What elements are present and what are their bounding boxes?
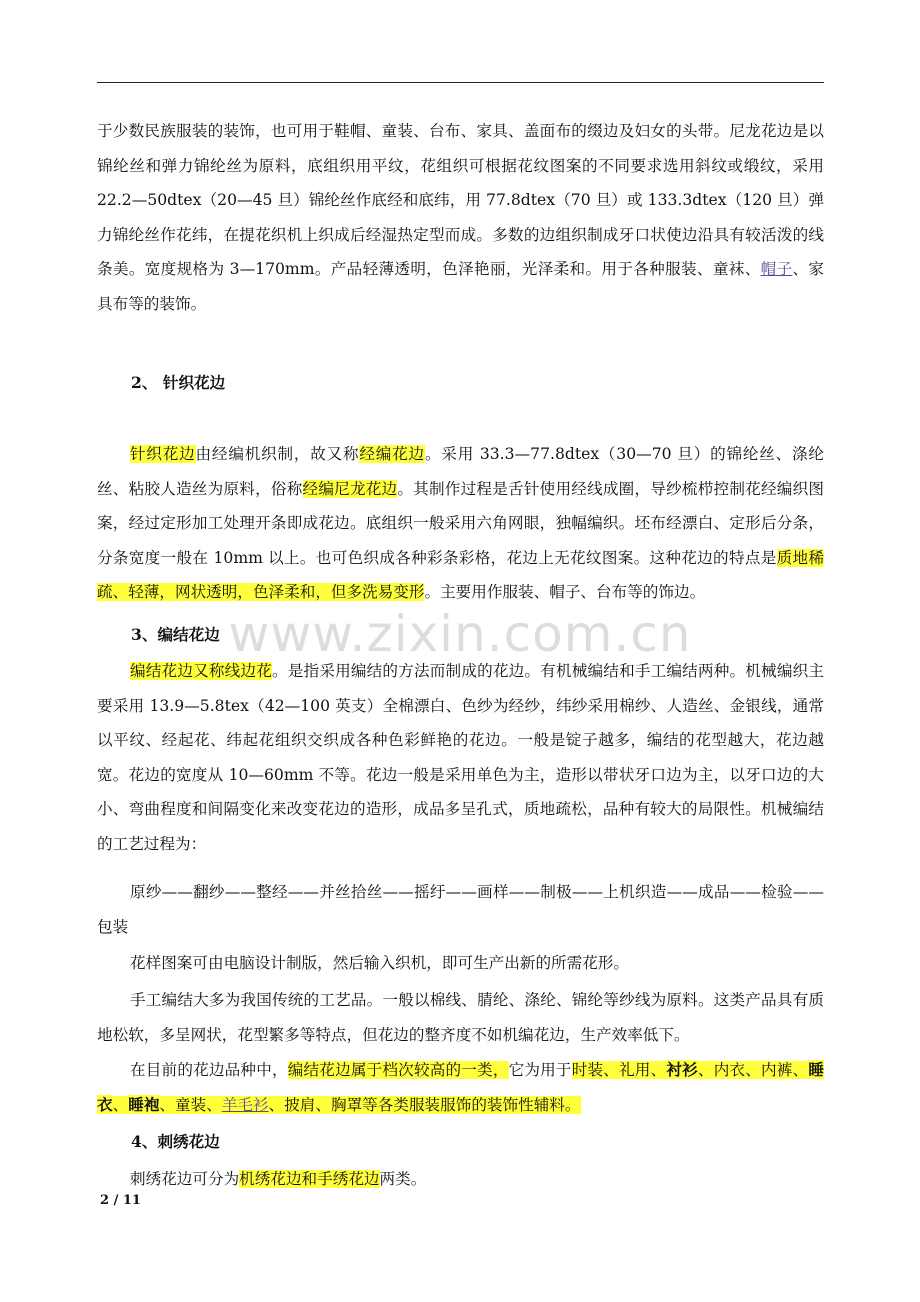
highlight: 机绣花边和手绣花边 <box>239 1170 380 1188</box>
bold-highlight: 衬衫 <box>666 1060 698 1079</box>
section-heading-braided-lace: 3、编结花边 <box>131 625 220 644</box>
paragraph-knitted-lace <box>97 437 824 610</box>
text: 。是指采用编结的方法而制成的花边。有机械编结和手工编结两种。机械编织主要采用 13.9—5.8tex（42—100 英支）全棉漂白、色纱为经纱，纬纱采用棉纱、人造丝、金银线，通常以平纹、经起花、纬起花组织交织成各种色彩鲜艳的花边。一般是锭子越多，编结的花型越大，花边越宽。花边的宽度从 10—60mm 不等。花边一般是采用单色为主，造形以带状牙口边为主，以牙口边的大小、弯曲程度和间隔变化来改变花边的造形，成品多呈孔式，质地疏松，品种有较大的局限性。机械编结的工艺过程为： <box>97 662 824 853</box>
bold-highlight: 睡衣 <box>97 1060 824 1114</box>
sweater-link[interactable]: 羊毛衫 <box>221 1095 269 1114</box>
text: 。主要用作服装、帽子、台布等的饰边。 <box>424 583 706 602</box>
highlight: 编结花边又称线边花 <box>130 662 272 680</box>
highlight: 、童装、 <box>159 1095 222 1114</box>
highlight: 、披肩、胸罩等各类服装服饰的装饰性辅料。 <box>268 1095 581 1114</box>
paragraph-braided-usage <box>97 1053 824 1122</box>
paragraph-handmade: 手工编结大多为我国传统的工艺品。一般以棉线、腈纶、涤纶、锦纶等纱线为原料。这类产品具有质地松软，多呈网状，花型繁多等特点，但花边的整齐度不如机编花边，生产效率低下。 <box>97 991 824 1044</box>
text: 。采用 33.3—77.8dtex（30—70 旦）的锦纶丝、涤纶丝、粘胶人造丝为原料，俗称 <box>97 445 824 498</box>
highlight: 经编尼龙花边 <box>302 479 398 498</box>
paragraph-braided-lace <box>97 654 824 862</box>
text: 、家具布等的装饰。 <box>97 260 824 313</box>
paragraph-nylon-lace <box>97 114 824 322</box>
highlight: 、内衣、内裤、 <box>697 1061 809 1079</box>
highlight: 时装、礼用、 <box>571 1061 667 1079</box>
text: 由经编机织制，故又称 <box>195 445 360 463</box>
paragraph-process-flow: 原纱——翻纱——整经——并丝拾丝——摇纡——画样——制极——上机织造——成品——检验——包装 <box>97 883 824 936</box>
text: 于少数民族服装的装饰，也可用于鞋帽、童装、台布、家具、盖面布的缀边及妇女的头带。尼龙花边是以锦纶丝和弹力锦纶丝为原料，底组织用平纹，花组织可根据花纹图案的不同要求选用斜纹或缎纹，采用 22.2—50dtex（20—45 旦）锦纶丝作底经和底纬，用 77.8dtex（70 旦）或 133.3dtex（120 旦）弹力锦纶丝作花纬，在提花织机上织成后经湿热定型而成。多数的边组织制成牙口状使边沿具有较活泼的线条美。宽度规格为 3—170mm。产品轻薄透明，色泽艳丽，光泽柔和。用于各种服装、童袜、 <box>97 122 824 279</box>
header-rule <box>97 82 824 83</box>
section-heading-embroidery-lace: 4、刺绣花边 <box>131 1132 220 1151</box>
highlight: 经编花边 <box>359 445 425 463</box>
highlight: 编结花边属于档次较高的一类， <box>287 1061 509 1079</box>
hat-link[interactable]: 帽子 <box>760 260 793 279</box>
text: 刺绣花边可分为 <box>130 1170 240 1188</box>
paragraph-pattern-design: 花样图案可由电脑设计制版，然后输入织机，即可生产出新的所需花形。 <box>130 954 630 972</box>
highlight: 针织花边 <box>130 445 196 463</box>
text: 两类。 <box>379 1170 427 1188</box>
highlight: 质地稀疏、轻薄，网状透明，色泽柔和，但多洗易变形 <box>97 548 824 602</box>
text: 在目前的花边品种中， <box>130 1061 288 1079</box>
text: 它为用于 <box>508 1061 572 1079</box>
highlight: 、 <box>112 1095 129 1114</box>
page-number: 2 / 11 <box>100 1193 141 1208</box>
watermark: www.zixin.com.cn <box>228 605 692 663</box>
section-heading-knitted-lace: 2、 针织花边 <box>131 373 226 392</box>
text: 。其制作过程是舌针使用经线成圈，导纱梳栉控制花经编织图案，经过定形加工处理开条即成花边。底组织一般采用六角网眼，独幅编织。坯布经漂白、定形后分条，分条宽度一般在 10mm 以上。也可色织成各种彩条彩格，花边上无花纹图案。这种花边的特点是 <box>97 479 824 567</box>
bold-highlight: 睡袍 <box>128 1094 160 1114</box>
paragraph-embroidery-lace <box>97 1162 824 1197</box>
